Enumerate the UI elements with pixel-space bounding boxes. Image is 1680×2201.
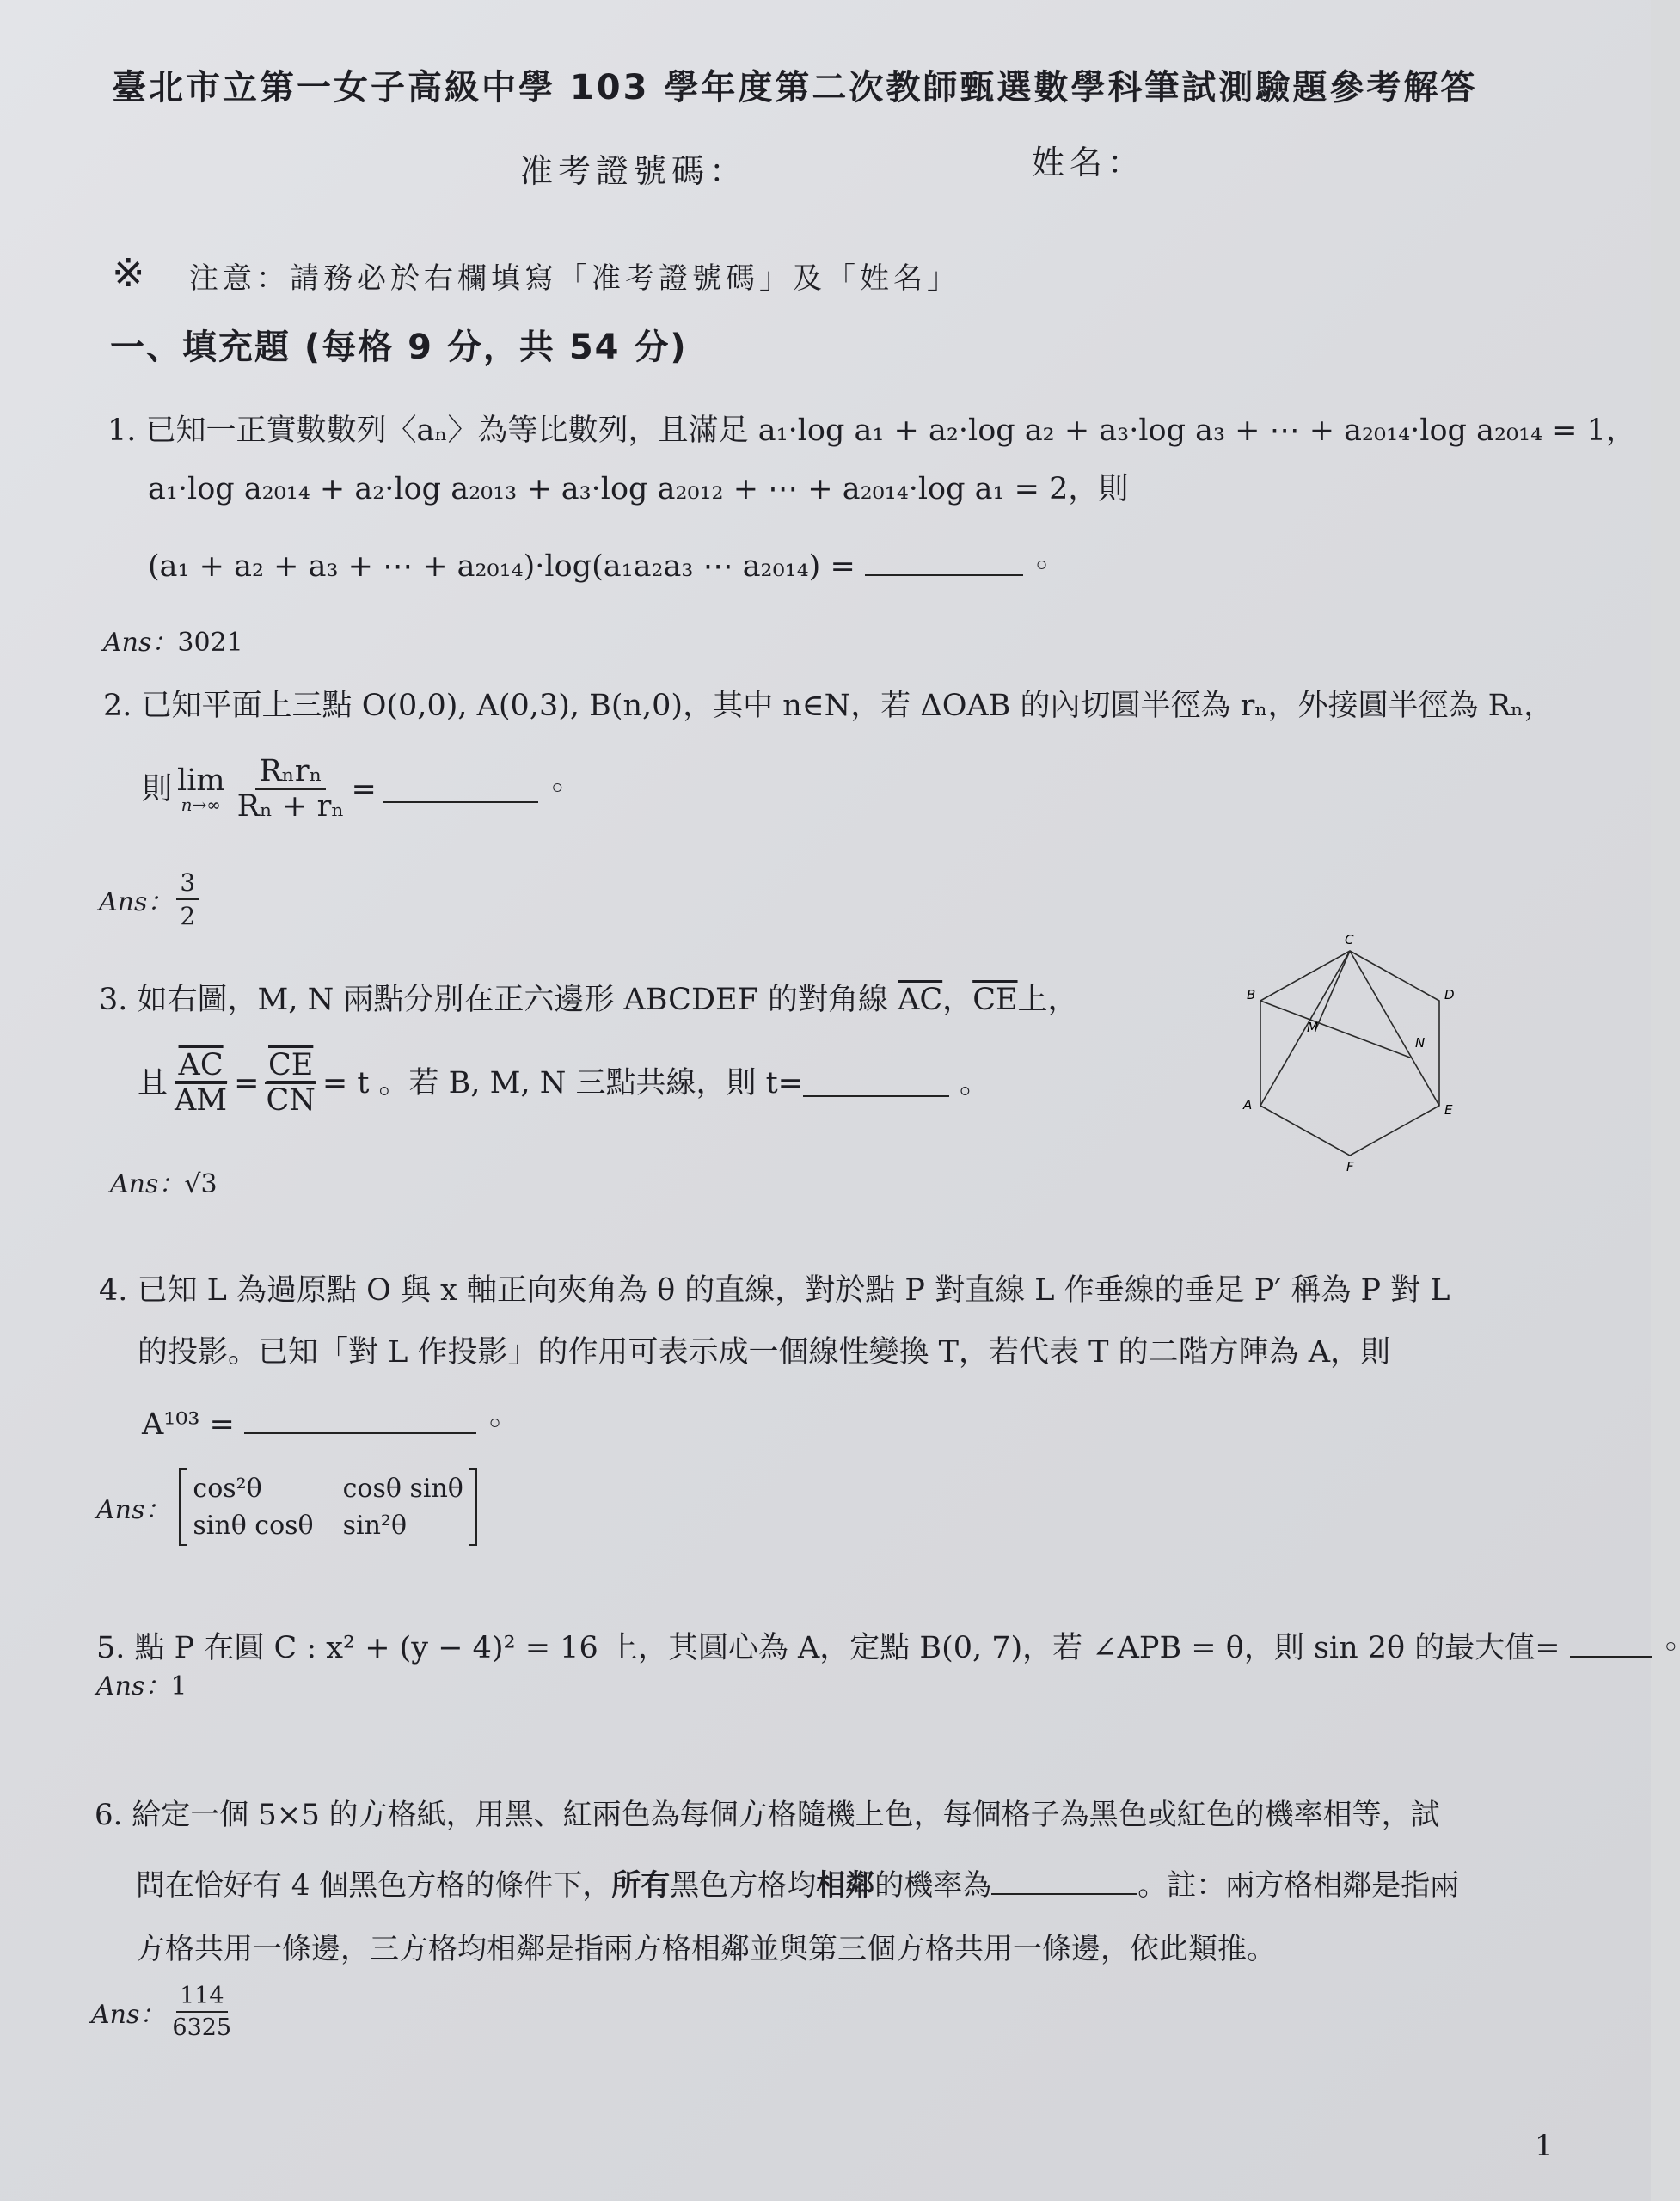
question-number: 4. [99,1273,128,1308]
answer-blank [991,1867,1137,1895]
ratio-ce-cn [262,1048,318,1118]
question-text: 且 [138,1065,169,1100]
limit-fraction [234,754,348,824]
question-math: a₁·log a₁ + a₂·log a₂ + a₃·log a₃ + ⋯ + a₂₀₁₄·log a₂₀₁₄ = 1， [757,414,1636,448]
question-text: 給定一個 5×5 的方格紙，用黑、紅兩色為每個方格隨機上色，每個格子為黑色或紅色的機率相等，試 [132,1798,1440,1832]
segment-c-m [1315,951,1350,1030]
answer-fraction [169,1983,235,2041]
answer-blank [244,1407,476,1434]
question-text: 則 [142,771,173,806]
page-number: 1 [1535,2129,1554,2163]
question-6-line-2 [136,1867,1460,1903]
point-label-n: N [1415,1035,1426,1051]
answer-4 [96,1468,477,1546]
answer-1 [103,621,243,659]
answer-2 [99,868,202,930]
question-text: 點 P 在圓 C : x² + (y − 4)² = 16 上，其圓心為 A，定點 B(0, 7)，若 ∠APB = θ，則 sin 2θ 的最大值= [134,1631,1560,1665]
question-number: 3. [99,983,128,1017]
notice-text: 注意：請務必於右欄填寫「准考證號碼」及「姓名」 [189,261,960,296]
vertex-label-e: E [1444,1102,1453,1118]
answer-label: Ans： [96,1671,171,1701]
separator: ， [942,983,973,1017]
question-text: 已知平面上三點 [141,689,353,723]
fraction-denominator: Rₙ + rₙ [236,789,345,824]
emphasis-all: 所有 [611,1868,671,1903]
page-title: 臺北市立第一女子高級中學 103 學年度第二次教師甄選數學科筆試測驗題參考解答 [112,68,1478,107]
question-4-line-3: A¹⁰³ = ◦ [142,1407,504,1442]
exam-number-label: 准考證號碼： [520,152,748,190]
point-label-m: M [1307,1020,1318,1035]
diagonal-ce [1350,951,1439,1106]
question-text: 上， [1017,983,1078,1017]
fraction-denominator: CN [266,1083,316,1118]
question-1 [107,416,1636,446]
vertex-label-f: F [1346,1159,1354,1174]
fraction-denominator: 6325 [172,2014,232,2041]
segment-ce: $\overline{CE}$ [972,983,1018,1017]
question-text: 黑色方格均 [670,1868,817,1903]
notice-mark: ※ [112,249,150,296]
answer-label: Ans： [96,1495,171,1525]
vertex-label-b: B [1247,987,1256,1002]
question-number: 6. [95,1798,123,1832]
question-text: 已知 L 為過原點 O 與 x 軸正向夾角為 θ 的直線，對於點 P 對直線 L 作垂線的垂足 P′ 稱為 P 對 L [137,1273,1450,1308]
matrix-cell: sinθ cosθ [193,1511,314,1541]
emphasis-adjacent: 相鄰 [816,1868,875,1903]
fraction-denominator: AM [175,1083,228,1118]
answer-label: Ans： [110,1169,185,1199]
fraction-numerator: Rₙrₙ [255,757,325,790]
answer-blank [865,549,1023,576]
question-number: 5. [96,1631,126,1665]
answer-3 [110,1162,218,1200]
limit-symbol: lim [177,763,225,798]
answer-fraction [176,868,199,930]
fraction-numerator: 3 [176,868,199,900]
question-6-line-3: 方格共用一條邊，三方格均相鄰是指兩方格相鄰並與第三個方格共用一條邊，依此類推。 [136,1932,1276,1966]
vertex-label-a: A [1243,1097,1253,1113]
question-text: ，其中 n∈N，若 ΔOAB 的內切圓半徑為 rₙ，外接圓半徑為 Rₙ， [683,689,1554,723]
question-math: O(0,0), A(0,3), B(n,0) [361,689,684,723]
answer-label: Ans： [103,628,178,658]
section-title: 一、填充題 (每格 9 分，共 54 分) [110,328,688,367]
answer-value: 3021 [177,628,243,658]
name-label: 姓名： [1032,144,1146,181]
answer-blank [1570,1630,1652,1658]
question-text: 已知一正實數數列〈aₙ〉為等比數列，且滿足 [145,414,749,448]
question-6 [95,1800,1440,1830]
answer-label: Ans： [91,2000,166,2030]
answer-value: √3 [184,1169,218,1199]
matrix-cell: sin²θ [342,1511,408,1541]
fraction-numerator: $\overline{CE}$ [265,1051,316,1084]
question-4 [99,1273,1450,1308]
answer-value: 1 [170,1671,187,1701]
line-bmn [1260,1001,1410,1058]
question-text: ，則 [1068,472,1129,506]
question-text: = t 。若 B, M, N 三點共線，則 t= [322,1065,803,1100]
vertex-label-d: D [1444,987,1455,1002]
question-math: a₁·log a₂₀₁₄ + a₂·log a₂₀₁₃ + a₃·log a₂₀₁₂ + ⋯ + a₂₀₁₄·log a₁ = 2 [148,472,1069,506]
matrix-cell: cosθ sinθ [342,1474,463,1504]
question-text: 問在恰好有 4 個黑色方格的條件下， [136,1868,612,1903]
question-text: 。註：兩方格相鄰是指兩 [1137,1868,1460,1903]
segment-ac: $\overline{AC}$ [898,983,943,1017]
question-2 [103,691,1554,721]
question-3 [99,985,1078,1015]
question-number: 2. [103,689,132,723]
fraction-numerator: 114 [176,1983,228,2013]
question-4-line-2: 的投影。已知「對 L 作投影」的作用可表示成一個線性變換 T，若代表 T 的二階方陣為 A，則 [138,1335,1390,1370]
hexagon-outline [1260,951,1439,1156]
question-text: 如右圖，M, N 兩點分別在正六邊形 ABCDEF 的對角線 [137,983,888,1017]
question-math: (a₁ + a₂ + a₃ + ⋯ + a₂₀₁₄)·log(a₁a₂a₃ ⋯ a₂₀₁₄) = [148,549,855,584]
hexagon-figure [1229,929,1470,1178]
question-math: A¹⁰³ = [142,1407,235,1442]
fraction-denominator: 2 [180,902,196,930]
diagonal-ac [1260,951,1350,1106]
fraction-numerator: $\overline{AC}$ [175,1051,227,1084]
question-1-line-2 [148,472,1129,506]
question-5: 5. 點 P 在圓 C : x² + (y − 4)² = 16 上，其圓心為 A，定點 B(0, 7)，若 ∠APB = θ，則 sin 2θ 的最大值= ◦ [96,1631,1680,1665]
question-text: 的機率為 [874,1868,992,1903]
answer-blank [803,1070,949,1097]
ratio-ac-am [171,1048,230,1118]
limit-subscript: n→∞ [181,794,221,815]
answer-5 [96,1665,187,1702]
question-3-line-2: 且 $\frac{\overline{AC}}{AM}$ = $\frac{\overline{CE}}{CN}$ = t 。若 B, M, N 三點共線，則 t= 。 [138,1048,990,1118]
question-2-line-2: 則 lim n→∞ $\frac{\text{Rₙrₙ}}{\text{Rₙ + rₙ}}$ = ◦ [142,754,567,824]
matrix-cell: cos²θ [193,1474,262,1504]
answer-blank [383,776,538,803]
question-number: 1. [107,414,137,448]
answer-6 [91,1983,238,2041]
vertex-label-c: C [1345,932,1354,947]
limit [177,763,225,815]
question-1-line-3: (a₁ + a₂ + a₃ + ⋯ + a₂₀₁₄)·log(a₁a₂a₃ ⋯ a₂₀₁₄) = ◦ [148,549,1051,584]
answer-matrix [179,1468,476,1546]
answer-label: Ans： [99,887,174,917]
